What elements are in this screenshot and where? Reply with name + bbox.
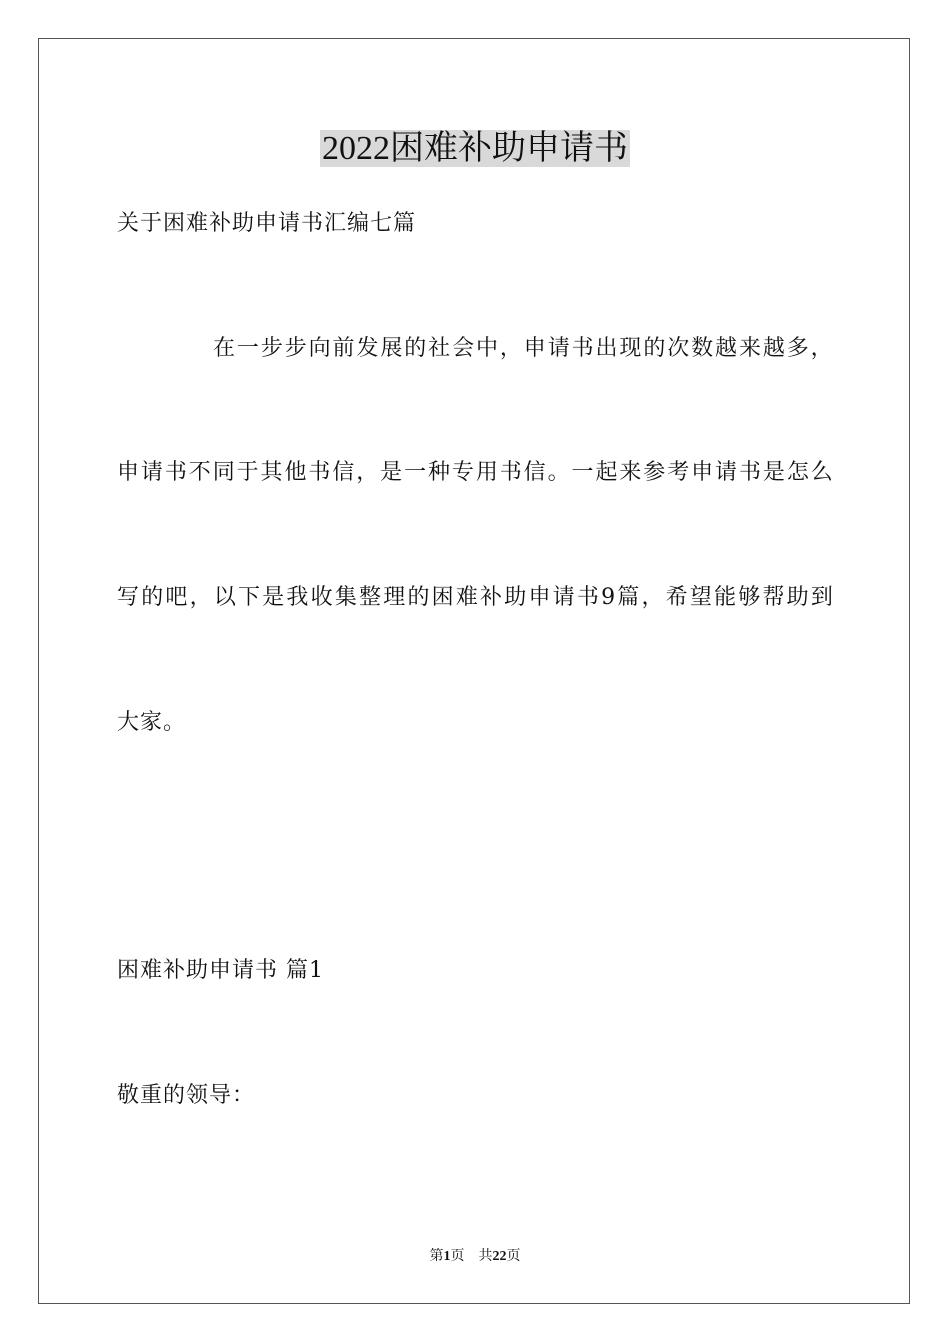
section-heading: 困难补助申请书 篇1 xyxy=(117,958,324,983)
intro-line-3: 写 的 吧 ， 以 下 是 我 收 集 整 理 的 困 难 补 助 申 请 书 9 篇 ， 希 望 能 够 帮 助 到 xyxy=(117,585,833,610)
intro-line-2: 申 请 书 不 同 于 其 他 书 信 ， 是 一 种 专 用 书 信 。 一 起 来 参 考 申 请 书 是 怎 么 xyxy=(117,460,833,485)
salutation: 敬重的领导： xyxy=(117,1083,256,1108)
document-title xyxy=(0,126,950,172)
page-footer xyxy=(0,1247,950,1267)
footer-prefix: 第 xyxy=(429,1249,444,1264)
intro-line-1: 在 一 步 步 向 前 发 展 的 社 会 中 ， 申 请 书 出 现 的 次 数 越 来 越 多 ， xyxy=(213,336,833,361)
footer-page-number: 1 xyxy=(443,1249,451,1264)
intro-line-4: 大家。 xyxy=(117,710,187,735)
footer-total-pages: 22 xyxy=(492,1249,507,1264)
document-subtitle: 关于困难补助申请书汇编七篇 xyxy=(117,211,417,236)
footer-suffix: 页 xyxy=(506,1249,521,1264)
footer-mid: 页 共 xyxy=(450,1249,493,1264)
document-title-text: 2022困难补助申请书 xyxy=(322,130,628,167)
